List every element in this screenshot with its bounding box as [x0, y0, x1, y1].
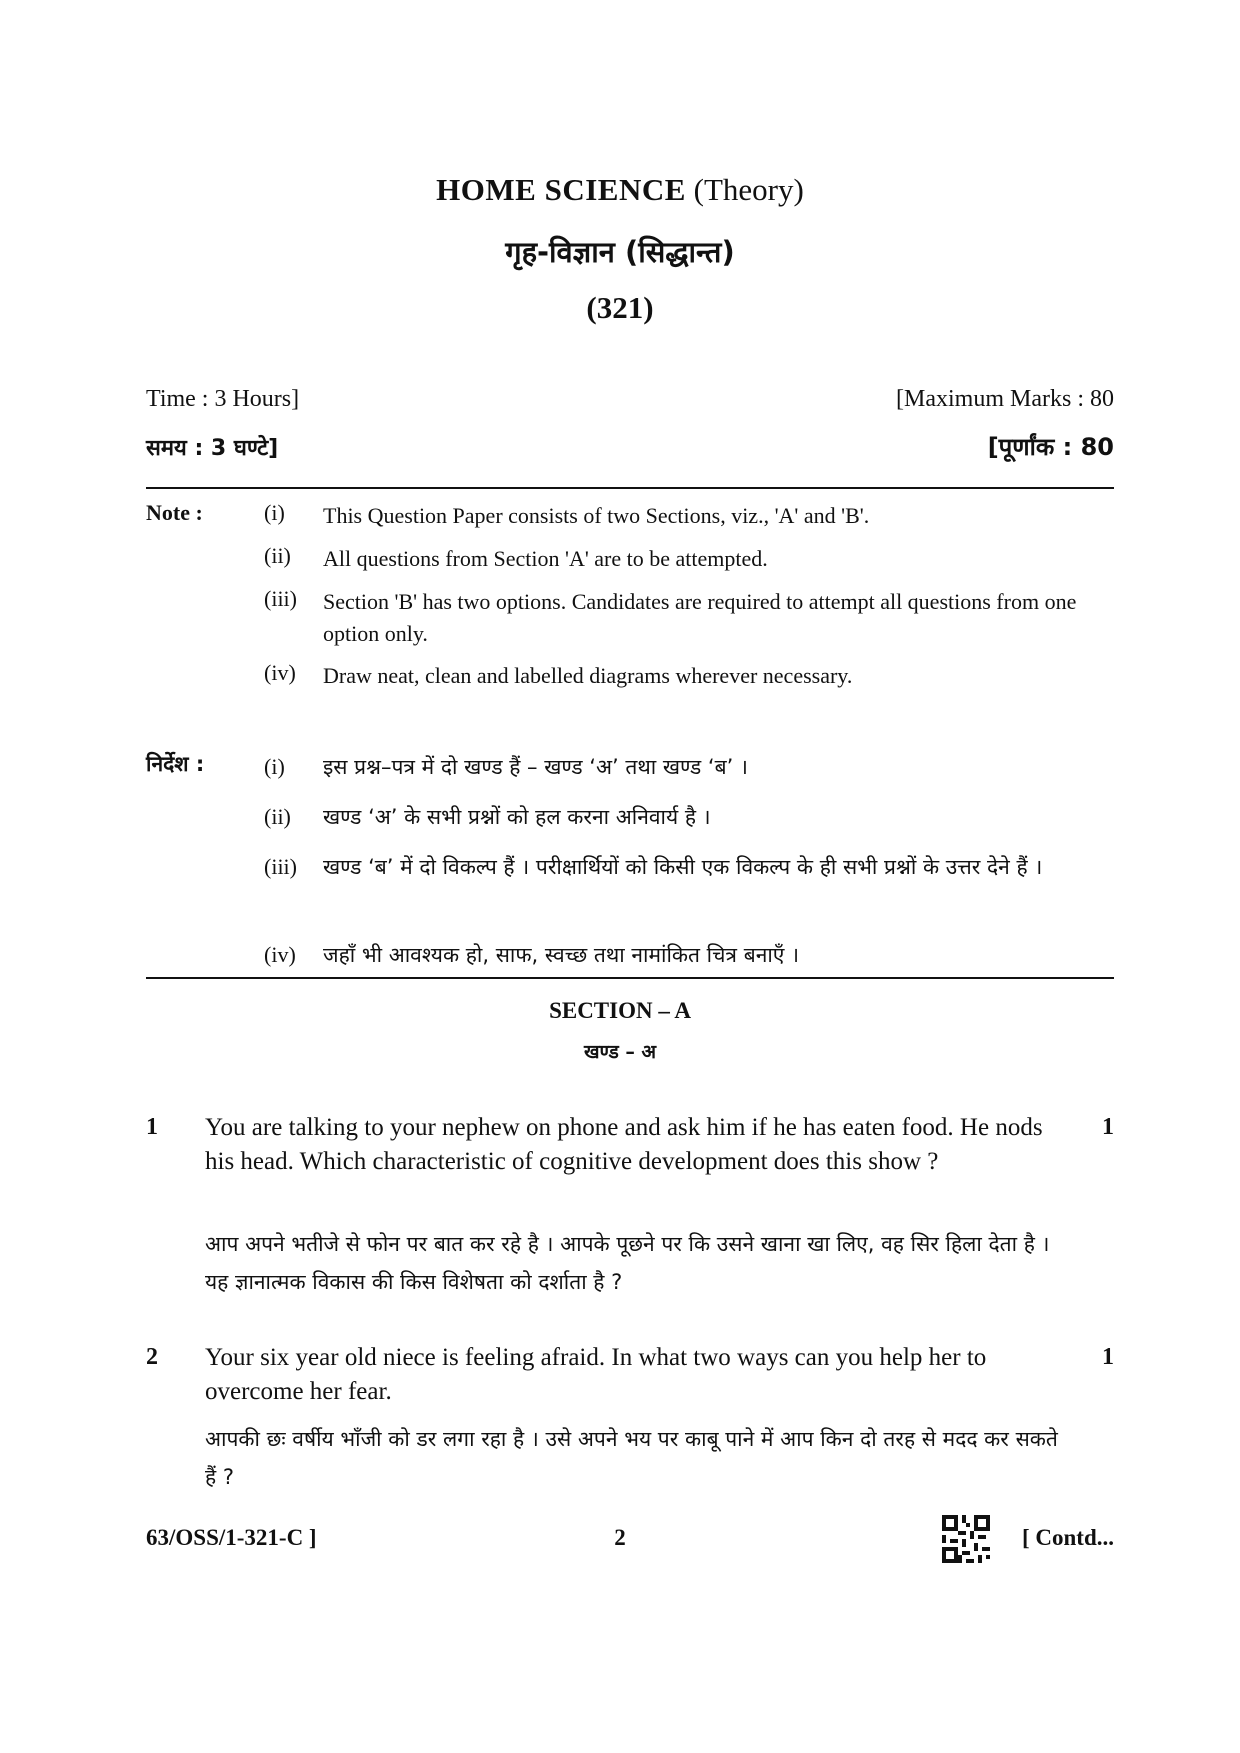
top-divider	[146, 487, 1114, 489]
question-marks: 1	[1102, 1114, 1114, 1140]
paper-title	[0, 172, 1240, 208]
note-label-hindi: निर्देश :	[146, 752, 205, 776]
note-item-hindi: इस प्रश्न–पत्र में दो खण्ड हैं – खण्ड ‘अ’ तथा खण्ड ‘ब’ ।	[323, 755, 748, 779]
question-text-hindi: आपकी छः वर्षीय भाँजी को डर लगा रहा है । उसे अपने भय पर काबू पाने में आप किन दो तरह से मदद कर सकते हैं ?	[205, 1427, 1058, 1489]
section-divider	[146, 977, 1114, 979]
question-marks: 1	[1102, 1344, 1114, 1370]
note-item: Section 'B' has two options. Candidates are required to attempt all questions from one option only.	[323, 589, 1077, 646]
max-marks-english: [Maximum Marks : 80	[896, 386, 1114, 412]
continued-label: [ Contd...	[1021, 1525, 1114, 1550]
note-number: (iv)	[264, 660, 296, 685]
qr-code-icon	[942, 1515, 990, 1563]
note-number: (ii)	[264, 543, 291, 568]
note-number: (iii)	[264, 586, 297, 611]
note-label: Note :	[146, 500, 203, 525]
question-text: You are talking to your nephew on phone and ask him if he has eaten food. He nods his head. Which characteristic of cognitive development does this show ?	[205, 1114, 1043, 1175]
section-title: SECTION – A	[549, 998, 691, 1023]
paper-title-subject: HOME SCIENCE	[436, 172, 686, 207]
note-item-hindi: खण्ड ‘अ’ के सभी प्रश्नों को हल करना अनिवार्य है ।	[323, 805, 711, 829]
note-number: (i)	[264, 500, 285, 525]
time-hindi: समय : 3 घण्टे]	[146, 436, 279, 461]
note-number: (i)	[264, 754, 285, 779]
note-number: (iii)	[264, 854, 297, 879]
subject-code: (321)	[586, 290, 654, 325]
note-number: (iv)	[264, 942, 296, 967]
note-item: All questions from Section 'A' are to be attempted.	[323, 546, 768, 571]
paper-code: 63/OSS/1-321-C ]	[146, 1525, 317, 1550]
paper-title-hindi: गृह-विज्ञान (सिद्धान्त)	[505, 235, 735, 269]
question-text-hindi: आप अपने भतीजे से फोन पर बात कर रहे है । आपके पूछने पर कि उसने खाना खा लिए, वह सिर हिला देता है । यह ज्ञानात्मक विकास की किस विशेषता को दर्शाता है ?	[205, 1232, 1050, 1294]
section-title-hindi: खण्ड – अ	[584, 1041, 656, 1063]
paper-title-type: (Theory)	[685, 172, 804, 207]
question-number: 2	[146, 1344, 158, 1370]
note-item-hindi: खण्ड ‘ब’ में दो विकल्प हैं । परीक्षार्थियों को किसी एक विकल्प के ही सभी प्रश्नों के उत्तर देने हैं ।	[323, 855, 1043, 879]
max-marks-hindi: [पूर्णांक : 80	[987, 433, 1114, 461]
question-number: 1	[146, 1114, 158, 1140]
note-item-hindi: जहाँ भी आवश्यक हो, साफ, स्वच्छ तथा नामांकित चित्र बनाएँ ।	[323, 943, 800, 967]
note-item: This Question Paper consists of two Sections, viz., 'A' and 'B'.	[323, 503, 870, 528]
note-item: Draw neat, clean and labelled diagrams wherever necessary.	[323, 663, 853, 688]
question-text: Your six year old niece is feeling afraid. In what two ways can you help her to overcome her fear.	[205, 1344, 987, 1405]
note-number: (ii)	[264, 804, 291, 829]
page-number: 2	[614, 1525, 626, 1550]
time-english: Time : 3 Hours]	[146, 386, 300, 412]
